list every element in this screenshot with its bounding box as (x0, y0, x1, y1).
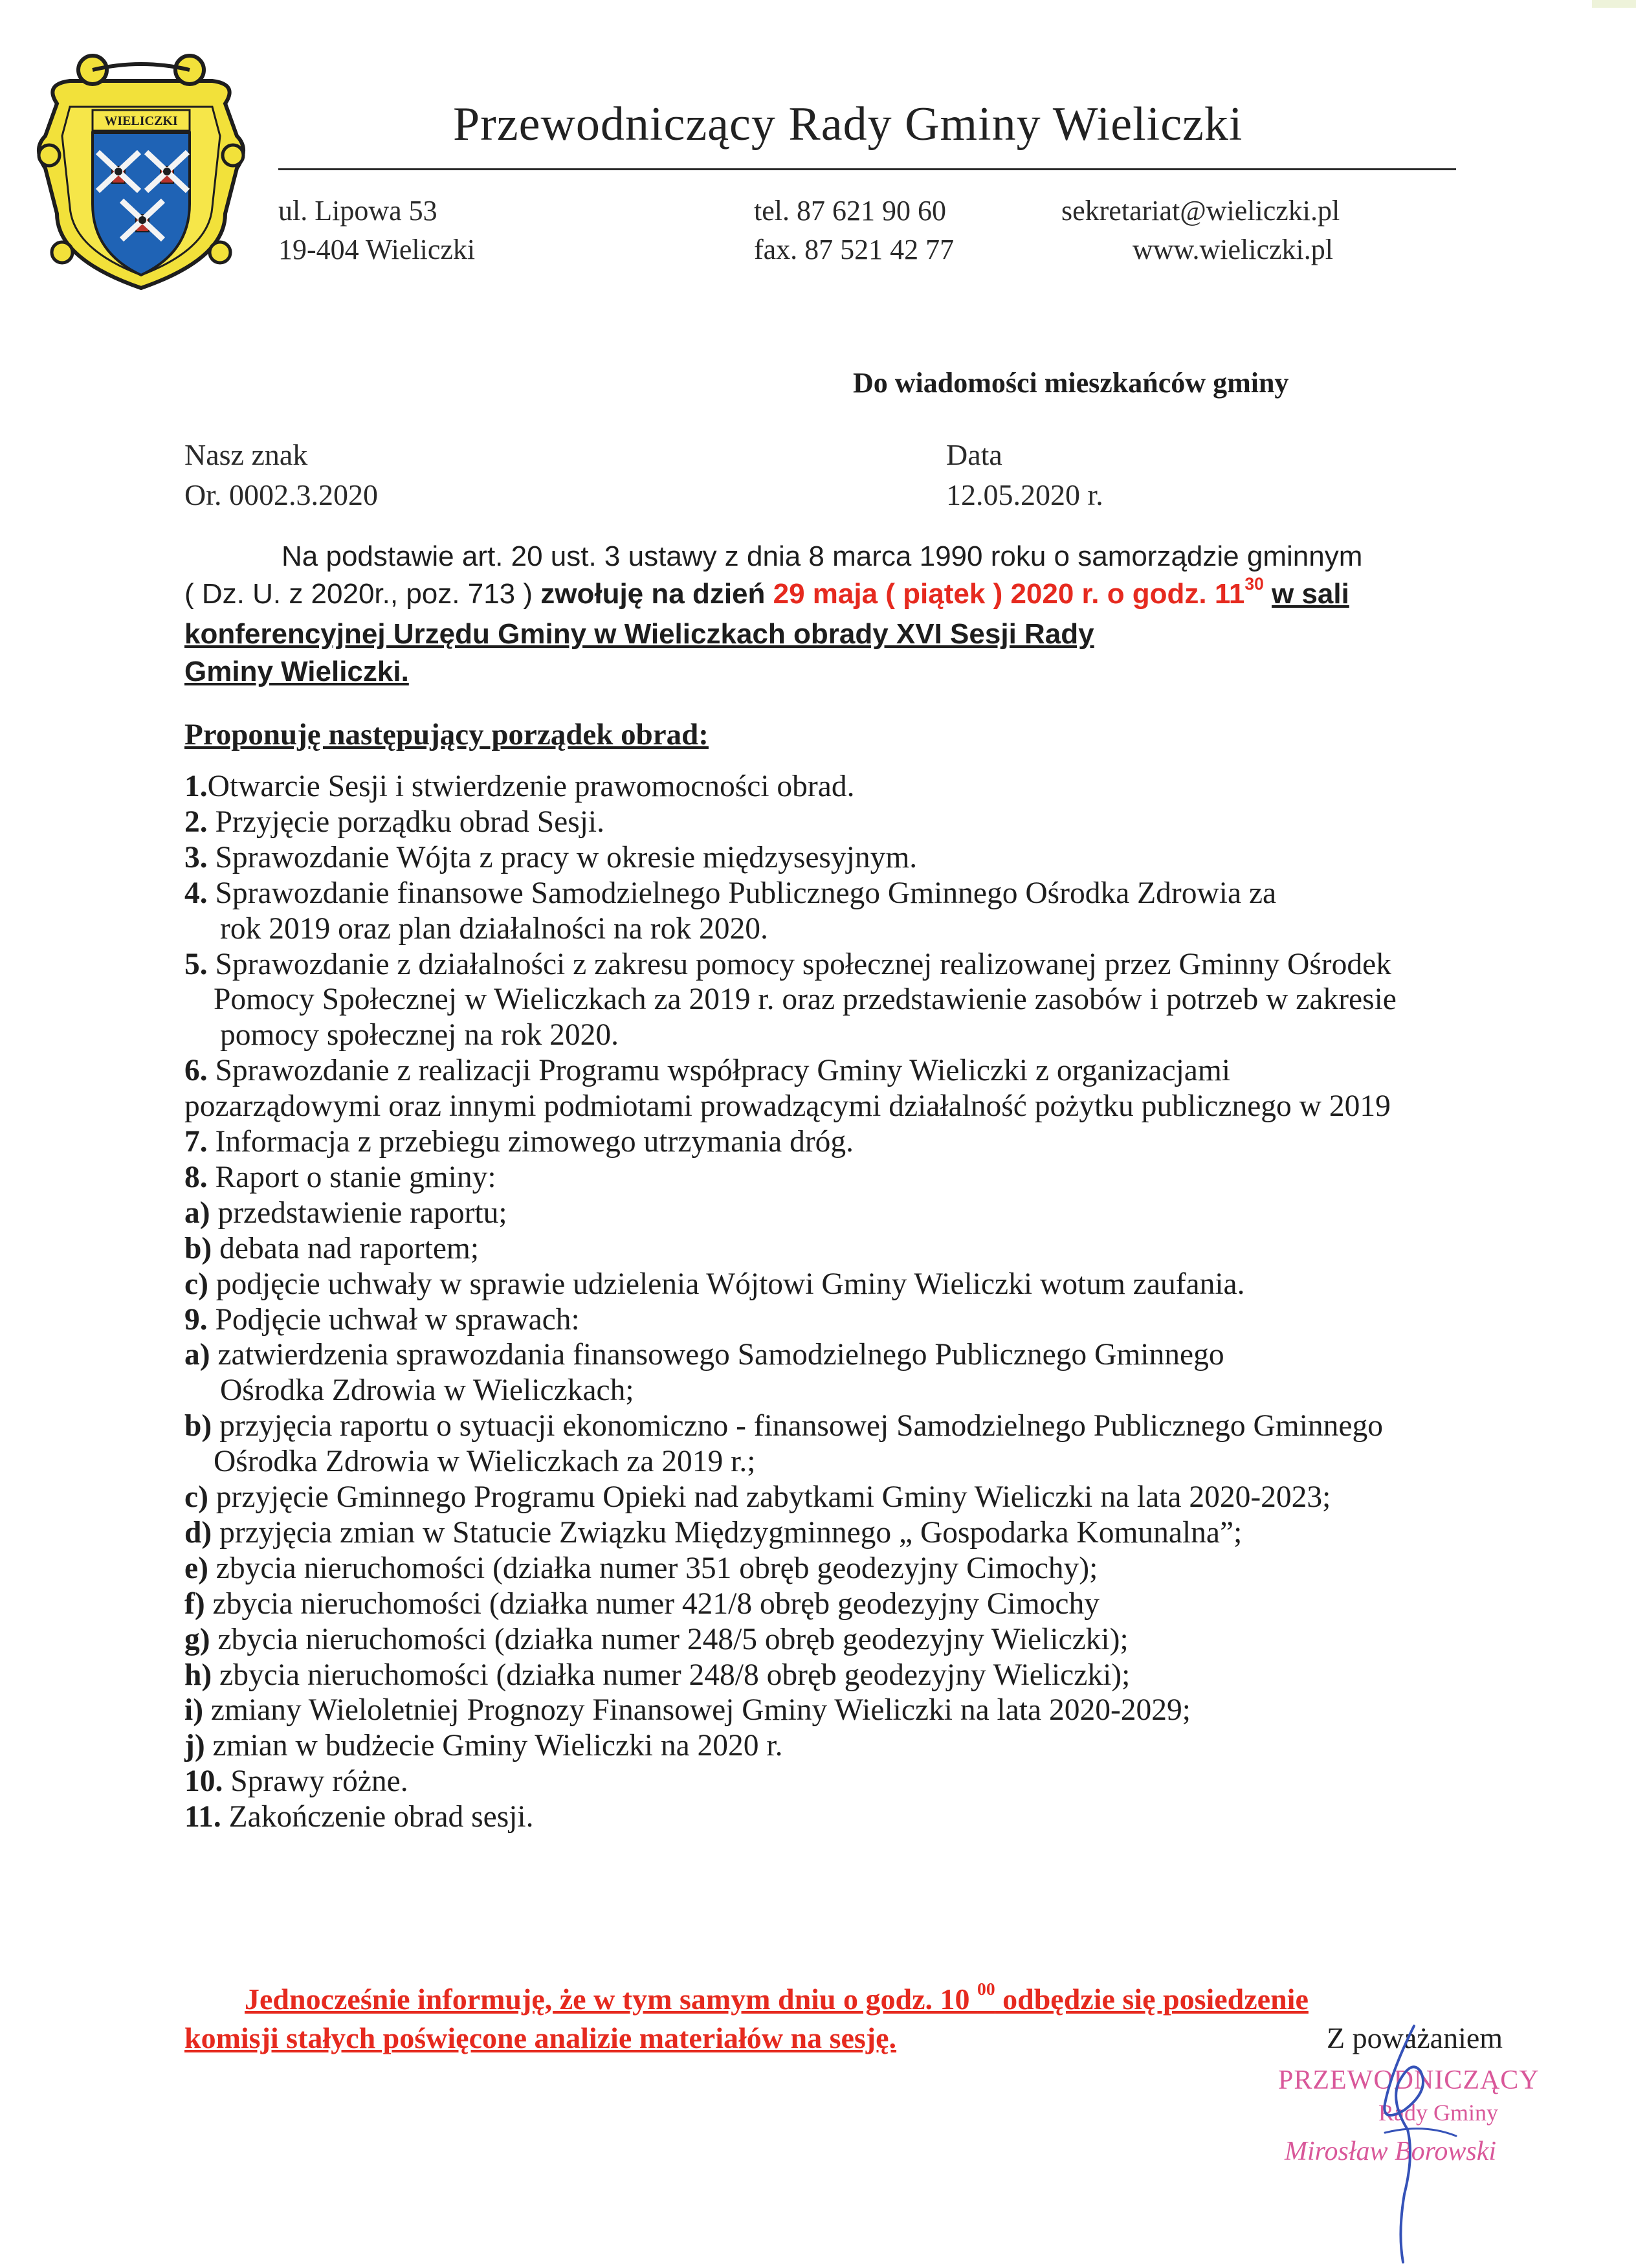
agenda-item-number: 8. (184, 1161, 208, 1194)
stamp-name: Mirosław Borowski (1285, 2137, 1497, 2166)
agenda-item-text: Otwarcie Sesji i stwierdzenie prawomocności obrad. (207, 770, 855, 803)
agenda-item-text: Przyjęcie porządku obrad Sesji. (207, 805, 604, 839)
session-date-time (773, 573, 1264, 610)
agenda-line (184, 947, 1391, 982)
session-date-text: 29 maja ( piątek ) 2020 r. o godz. 11 (773, 578, 1245, 610)
reference-label: Nasz znak (184, 438, 308, 471)
agenda-item-text: przedstawienie raportu; (210, 1196, 507, 1230)
agenda-item-text: Zakończenie obrad sesji. (221, 1800, 534, 1834)
agenda-line (184, 1728, 783, 1763)
agenda-line (184, 805, 604, 839)
agenda-line (184, 876, 1276, 911)
phone-number: tel. 87 621 90 60 (754, 195, 946, 227)
agenda-item-text: zbycia nieruchomości (działka numer 248/5 obręb geodezyjny Wieliczki); (210, 1623, 1129, 1656)
committee-notice-line-2: komisji stałych poświęcone analizie materiałów na sesję. (184, 2021, 897, 2054)
agenda-line (184, 1551, 1098, 1586)
agenda-item-number: a) (184, 1196, 210, 1230)
scan-edge-mark (1592, 0, 1636, 8)
agenda-item-text: Sprawozdanie z działalności z zakresu pomocy społecznej realizowanej przez Gminny Ośrodek (207, 948, 1391, 981)
agenda-line (220, 1017, 619, 1052)
agenda-line (184, 1658, 1130, 1693)
website-address: www.wieliczki.pl (1133, 234, 1333, 265)
agenda-item-number: b) (184, 1409, 212, 1443)
agenda-item-number: 11. (184, 1800, 221, 1834)
agenda-item-number: 4. (184, 876, 208, 910)
agenda-item-text: zmiany Wieloletniej Prognozy Finansowej Gminy Wieliczki na lata 2020-2029; (203, 1693, 1191, 1727)
agenda-item-text: zbycia nieruchomości (działka numer 351 obręb geodezyjny Cimochy); (208, 1551, 1098, 1585)
intro-location-start: w sali (1272, 578, 1349, 610)
agenda-item-number: 3. (184, 841, 208, 874)
stamp-title: PRZEWODNICZĄCY (1278, 2065, 1540, 2095)
agenda-item-text: Podjęcie uchwał w sprawach: (207, 1303, 580, 1337)
agenda-item-text: zbycia nieruchomości (działka numer 421/8 obręb geodezyjny Cimochy (204, 1587, 1100, 1621)
agenda-item-number: h) (184, 1658, 212, 1692)
agenda-item-text: Pomocy Społecznej w Wieliczkach za 2019 r. oraz przedstawienie zasobów i potrzeb w zakresie (214, 983, 1397, 1016)
agenda-line (220, 1373, 634, 1408)
agenda-item-number: d) (184, 1516, 212, 1550)
committee-notice-continuation: odbędzie się posiedzenie (995, 1983, 1309, 2016)
intro-line-4: Gminy Wieliczki. (184, 656, 409, 687)
agenda-item-number: 9. (184, 1303, 208, 1337)
agenda-item-number: 6. (184, 1054, 208, 1087)
agenda-item-text: Ośrodka Zdrowia w Wieliczkach za 2019 r.; (214, 1445, 756, 1478)
agenda-line (184, 1693, 1191, 1728)
agenda-line (184, 1124, 854, 1159)
handwritten-signature (1346, 2000, 1476, 2268)
agenda-line (184, 1089, 1391, 1124)
agenda-line (184, 1408, 1383, 1443)
intro-convening-text: zwołuję na dzień (540, 578, 773, 610)
agenda-line (184, 840, 917, 875)
agenda-line (184, 1231, 479, 1266)
agenda-line (184, 1480, 1331, 1515)
agenda-item-number: c) (184, 1267, 208, 1301)
address-city: 19-404 Wieliczki (278, 234, 476, 265)
agenda-line (220, 911, 768, 946)
agenda-item-text: przyjęcia zmian w Statucie Związku Międzygminnego „ Gospodarka Komunalna”; (212, 1516, 1243, 1550)
agenda-item-number: b) (184, 1232, 212, 1265)
municipal-coat-of-arms-logo (31, 45, 251, 291)
date-label: Data (946, 438, 1002, 471)
session-time-minutes: 30 (1244, 573, 1264, 594)
email-address: sekretariat@wieliczki.pl (1061, 195, 1340, 227)
agenda-item-text: zmian w budżecie Gminy Wieliczki na 2020 r. (204, 1729, 783, 1762)
intro-line-1: Na podstawie art. 20 ust. 3 ustawy z dnia 8 marca 1990 roku o samorządzie gminnym (282, 540, 1363, 572)
agenda-line (184, 1622, 1129, 1657)
committee-notice-text: Jednocześnie informuję, że w tym samym dniu o godz. 10 (245, 1983, 978, 2016)
agenda-line (184, 1515, 1242, 1550)
agenda-item-number: g) (184, 1623, 210, 1656)
agenda-line (184, 1764, 408, 1799)
agenda-item-text: Sprawozdanie z realizacji Programu współpracy Gminy Wieliczki z organizacjami (207, 1054, 1231, 1087)
agenda-item-number: 1. (184, 770, 208, 803)
intro-line-2 (184, 573, 1349, 610)
agenda-item-text: Ośrodka Zdrowia w Wieliczkach; (220, 1373, 634, 1407)
agenda-item-text: przyjęcie Gminnego Programu Opieki nad zabytkami Gminy Wieliczki na lata 2020-2023; (208, 1480, 1331, 1514)
agenda-line (214, 982, 1397, 1017)
agenda-line (184, 1799, 534, 1834)
agenda-heading: Proponuję następujący porządek obrad: (184, 718, 709, 751)
agenda-item-text: Sprawy różne. (223, 1764, 408, 1798)
agenda-item-number: 5. (184, 948, 208, 981)
closing-salutation: Z poważaniem (1327, 2021, 1503, 2054)
reference-number: Or. 0002.3.2020 (184, 478, 378, 511)
date-value: 12.05.2020 r. (946, 478, 1103, 511)
agenda-item-number: f) (184, 1587, 205, 1621)
agenda-item-text: Informacja z przebiegu zimowego utrzymania dróg. (207, 1125, 854, 1159)
agenda-line (214, 1444, 755, 1479)
agenda-line (184, 769, 854, 804)
agenda-item-text: pomocy społecznej na rok 2020. (220, 1018, 619, 1052)
agenda-line (184, 1267, 1245, 1302)
committee-time-minutes: 00 (977, 1978, 995, 1999)
agenda-item-number: e) (184, 1551, 208, 1585)
agenda-item-number: a) (184, 1338, 210, 1372)
agenda-item-text: rok 2019 oraz plan działalności na rok 2020. (220, 912, 768, 946)
letterhead-title: Przewodniczący Rady Gminy Wieliczki (453, 98, 1243, 151)
agenda-item-text: przyjęcia raportu o sytuacji ekonomiczno - finansowej Samodzielnego Publicznego Gminnego (212, 1409, 1384, 1443)
agenda-item-number: j) (184, 1729, 205, 1762)
agenda-line (184, 1302, 580, 1337)
agenda-item-text: podjęcie uchwały w sprawie udzielenia Wójtowi Gminy Wieliczki wotum zaufania. (208, 1267, 1245, 1301)
agenda-item-text: debata nad raportem; (212, 1232, 480, 1265)
crest-banner-text: WIELICZKI (104, 114, 178, 128)
fax-number: fax. 87 521 42 77 (754, 234, 955, 265)
agenda-item-text: zatwierdzenia sprawozdania finansowego Samodzielnego Publicznego Gminnego (210, 1338, 1224, 1372)
addressee: Do wiadomości mieszkańców gminy (853, 367, 1289, 399)
agenda-line (184, 1337, 1224, 1372)
agenda-item-text: zbycia nieruchomości (działka numer 248/8 obręb geodezyjny Wieliczki); (212, 1658, 1131, 1692)
agenda-item-number: i) (184, 1693, 204, 1727)
agenda-item-number: 10. (184, 1764, 223, 1798)
intro-legal-reference: ( Dz. U. z 2020r., poz. 713 ) (184, 578, 541, 610)
agenda-item-text: Sprawozdanie finansowe Samodzielnego Publicznego Gminnego Ośrodka Zdrowia za (207, 876, 1277, 910)
agenda-item-number: c) (184, 1480, 208, 1514)
agenda-line (184, 1160, 496, 1195)
agenda-line (184, 1586, 1100, 1621)
address-street: ul. Lipowa 53 (278, 195, 437, 227)
committee-notice-line-1 (245, 1978, 1309, 2016)
intro-line-3: konferencyjnej Urzędu Gminy w Wieliczkach obrady XVI Sesji Rady (184, 618, 1094, 650)
stamp-body: Rady Gminy (1378, 2100, 1498, 2126)
agenda-line (184, 1053, 1230, 1088)
agenda-item-number: 7. (184, 1125, 208, 1159)
agenda-item-number: 2. (184, 805, 208, 839)
agenda-item-text: Sprawozdanie Wójta z pracy w okresie międzysesyjnym. (207, 841, 918, 874)
agenda-item-text: Raport o stanie gminy: (207, 1161, 496, 1194)
agenda-line (184, 1195, 507, 1230)
agenda-item-text: pozarządowymi oraz innymi podmiotami prowadzącymi działalność pożytku publicznego w 2019 (184, 1089, 1391, 1123)
letterhead-divider (278, 168, 1456, 170)
